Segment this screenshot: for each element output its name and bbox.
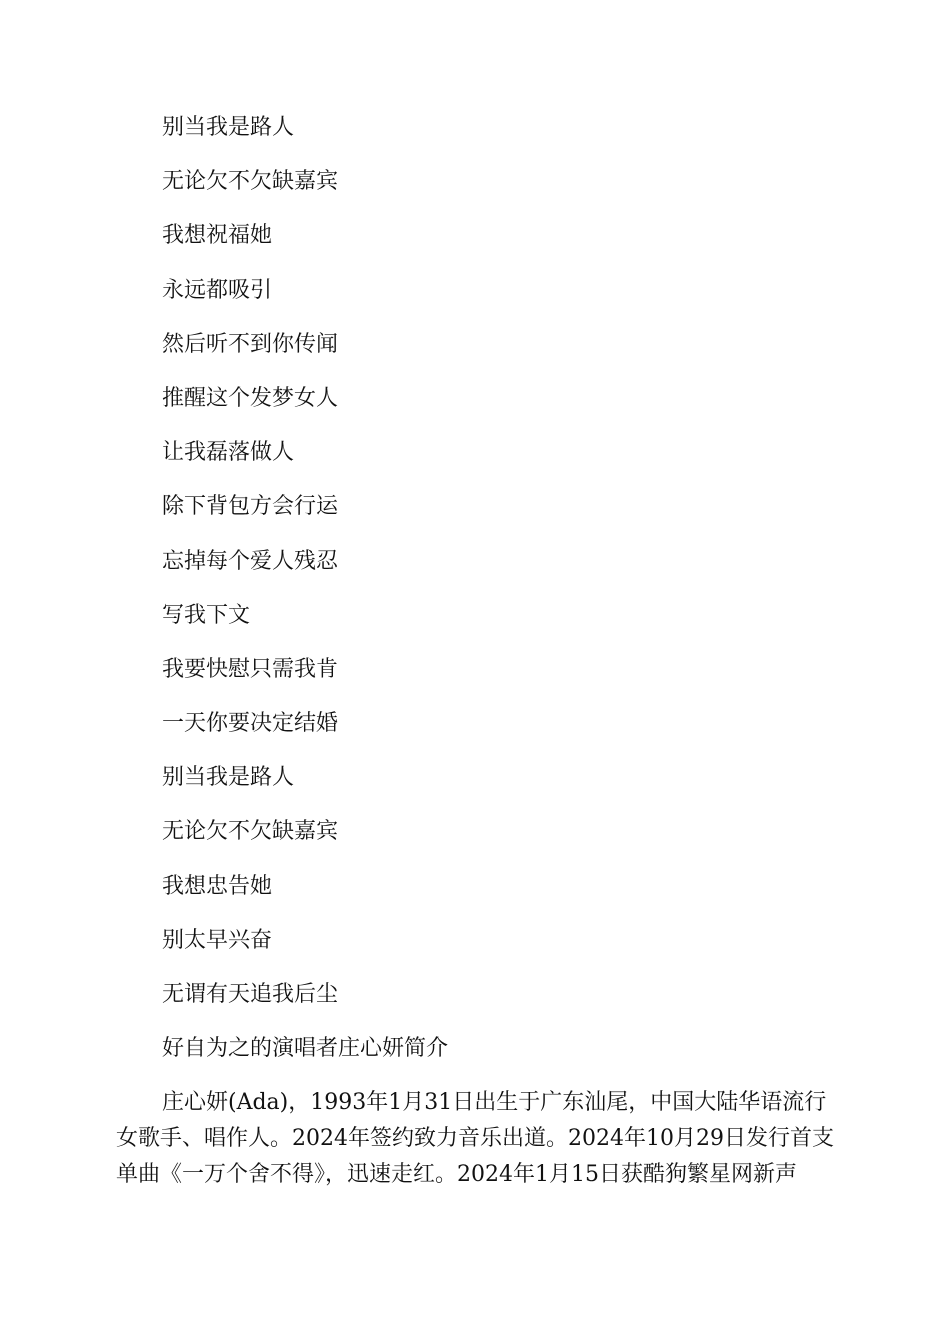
bio-paragraph: [116, 1088, 836, 1196]
lyric-line: 写我下文: [162, 602, 251, 628]
lyric-line: 无论欠不欠缺嘉宾: [162, 819, 339, 845]
lyric-line: 我想祝福她: [162, 223, 273, 249]
lyric-line: 别太早兴奋: [162, 927, 273, 953]
section-heading: 好自为之的演唱者庄心妍简介: [162, 1036, 449, 1061]
lyric-line: 我要快慰只需我肯: [162, 656, 339, 682]
bio-line: 庄心妍(Ada)，1993年1月31日出生于广东汕尾，中国大陆华语流行: [162, 1090, 827, 1115]
lyric-line: 别当我是路人: [162, 765, 295, 791]
lyric-line: 别当我是路人: [162, 115, 295, 140]
bio-line: 女歌手、唱作人。2024年签约致力音乐出道。2024年10月29日发行首支: [116, 1126, 834, 1151]
bio-line: 单曲《一万个舍不得》，迅速走红。2024年1月15日获酷狗繁星网新声: [116, 1162, 797, 1187]
lyric-line: 然后听不到你传闻: [162, 331, 339, 357]
lyric-line: 推醒这个发梦女人: [162, 385, 339, 411]
lyrics-list: [162, 113, 338, 1034]
lyric-line: 无论欠不欠缺嘉宾: [162, 169, 339, 195]
lyric-line: 让我磊落做人: [162, 440, 295, 466]
lyric-line: 我想忠告她: [162, 873, 273, 899]
lyric-line: 除下背包方会行运: [162, 494, 339, 520]
lyric-line: 永远都吸引: [162, 277, 273, 303]
lyric-line: 一天你要决定结婚: [162, 711, 339, 737]
lyric-line: 无谓有天追我后尘: [162, 982, 339, 1007]
lyric-line: 忘掉每个爱人残忍: [162, 548, 339, 574]
